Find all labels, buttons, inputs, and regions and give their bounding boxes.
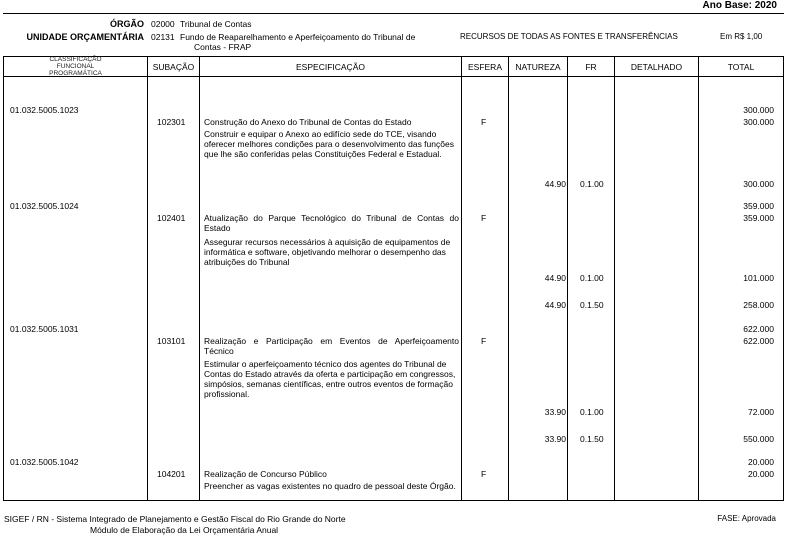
orgao-name: Tribunal de Contas bbox=[180, 19, 252, 29]
detail-natureza: 33.90 bbox=[544, 434, 566, 444]
row-subacao: 103101 bbox=[157, 336, 186, 346]
top-border bbox=[3, 13, 784, 14]
row-classificacao: 01.032.5005.1042 bbox=[10, 457, 79, 467]
col-divider-fr bbox=[567, 56, 568, 501]
row-esfera: F bbox=[481, 117, 487, 127]
col-header-esfera: ESFERA bbox=[467, 61, 502, 72]
row-classificacao: 01.032.5005.1023 bbox=[10, 105, 79, 115]
row-subacao-total: 359.000 bbox=[743, 213, 774, 223]
col-divider-natureza bbox=[508, 56, 509, 501]
unidade-label: UNIDADE ORÇAMENTÁRIA bbox=[26, 32, 144, 42]
detail-fr: 0.1.00 bbox=[580, 407, 604, 417]
row-subacao: 102301 bbox=[157, 117, 186, 127]
row-classificacao-total: 20.000 bbox=[748, 457, 774, 467]
detail-fr: 0.1.00 bbox=[580, 179, 604, 189]
col-divider-esfera bbox=[461, 56, 462, 501]
col-divider-left bbox=[3, 56, 4, 501]
orgao-code: 02000 bbox=[151, 19, 175, 29]
row-classificacao-total: 300.000 bbox=[743, 105, 774, 115]
row-descricao: Assegurar recursos necessários à aquisição de equipamentos de informática e software, objetivando melhorar o desempenho das atribuições do Tribunal bbox=[204, 237, 451, 267]
detail-total: 300.000 bbox=[743, 179, 774, 189]
col-divider-subacao bbox=[147, 56, 148, 501]
row-subacao-total: 622.000 bbox=[743, 336, 774, 346]
col-header-natureza: NATUREZA bbox=[515, 61, 561, 72]
footer-sistema: SIGEF / RN - Sistema Integrado de Planejamento e Gestão Fiscal do Rio Grande do Norte bbox=[4, 514, 346, 524]
detail-fr: 0.1.50 bbox=[580, 434, 604, 444]
detail-total: 101.000 bbox=[743, 273, 774, 283]
footer-modulo: Módulo de Elaboração da Lei Orçamentária Anual bbox=[90, 525, 279, 535]
row-descricao: Construir e equipar o Anexo ao edifício sede do TCE, visando oferecer melhores condições para o desenvolvimento das funções que lhe são conferidas pelas Constituições Federal e Estadual. bbox=[204, 129, 454, 159]
row-descricao: Preencher as vagas existentes no quadro de pessoal deste Órgão. bbox=[204, 481, 456, 491]
detail-natureza: 44.90 bbox=[544, 300, 566, 310]
moeda-label: Em R$ 1,00 bbox=[720, 32, 763, 41]
detail-total: 550.000 bbox=[743, 434, 774, 444]
detail-natureza: 33.90 bbox=[544, 407, 566, 417]
col-header-especificacao: ESPECIFICAÇÃO bbox=[296, 61, 365, 72]
row-classificacao-total: 622.000 bbox=[743, 324, 774, 334]
row-subacao: 102401 bbox=[157, 213, 186, 223]
detail-natureza: 44.90 bbox=[544, 179, 566, 189]
unidade-name-line2: Contas - FRAP bbox=[194, 42, 252, 52]
detail-total: 258.000 bbox=[743, 300, 774, 310]
row-descricao: Estimular o aperfeiçoamento técnico dos agentes do Tribunal de Contas do Estado através da oferta e participação em congressos, simpósios, semanas científicas, entre outros eventos de formação profissional. bbox=[204, 359, 456, 399]
col-header-fr: FR bbox=[585, 61, 597, 72]
col-header-subacao: SUBAÇÃO bbox=[152, 61, 195, 72]
ano-base: Ano Base: 2020 bbox=[702, 0, 777, 11]
detail-natureza: 44.90 bbox=[544, 273, 566, 283]
detail-fr: 0.1.00 bbox=[580, 273, 604, 283]
detail-total: 72.000 bbox=[748, 407, 774, 417]
orgao-label: ÓRGÃO bbox=[109, 19, 144, 29]
col-divider-right bbox=[783, 56, 784, 501]
row-classificacao: 01.032.5005.1031 bbox=[10, 324, 79, 334]
row-classificacao-total: 359.000 bbox=[743, 201, 774, 211]
col-divider-total bbox=[698, 56, 699, 501]
row-subacao-total: 300.000 bbox=[743, 117, 774, 127]
col-divider-especificacao bbox=[199, 56, 200, 501]
row-esfera: F bbox=[481, 336, 487, 346]
detail-fr: 0.1.50 bbox=[580, 300, 604, 310]
row-titulo: Realização e Participação em Eventos de Aperfeiçoamento Técnico bbox=[204, 336, 459, 356]
row-titulo: Construção do Anexo do Tribunal de Contas do Estado bbox=[204, 117, 412, 127]
row-titulo: Atualização do Parque Tecnológico do Tribunal de Contas do Estado bbox=[204, 213, 459, 233]
table-bottom-border bbox=[3, 500, 784, 501]
row-esfera: F bbox=[481, 469, 487, 479]
col-header-classificacao-text: CLASSIFICAÇÃO FUNCIONAL PROGRAMÁTICA bbox=[49, 56, 102, 77]
recursos-label: RECURSOS DE TODAS AS FONTES E TRANSFERÊNCIAS bbox=[460, 32, 678, 41]
row-classificacao: 01.032.5005.1024 bbox=[10, 201, 79, 211]
col-header-total: TOTAL bbox=[727, 61, 755, 72]
row-subacao: 104201 bbox=[157, 469, 186, 479]
col-divider-detalhado bbox=[614, 56, 615, 501]
unidade-name-line1: Fundo de Reaparelhamento e Aperfeiçoamento do Tribunal de bbox=[180, 32, 416, 42]
unidade-code: 02131 bbox=[151, 32, 175, 42]
footer-fase: FASE: Aprovada bbox=[717, 514, 776, 523]
row-titulo: Realização de Concurso Público bbox=[204, 469, 327, 479]
row-subacao-total: 20.000 bbox=[748, 469, 774, 479]
col-header-detalhado: DETALHADO bbox=[630, 61, 683, 72]
col-header-classificacao bbox=[4, 57, 147, 76]
row-esfera: F bbox=[481, 213, 487, 223]
